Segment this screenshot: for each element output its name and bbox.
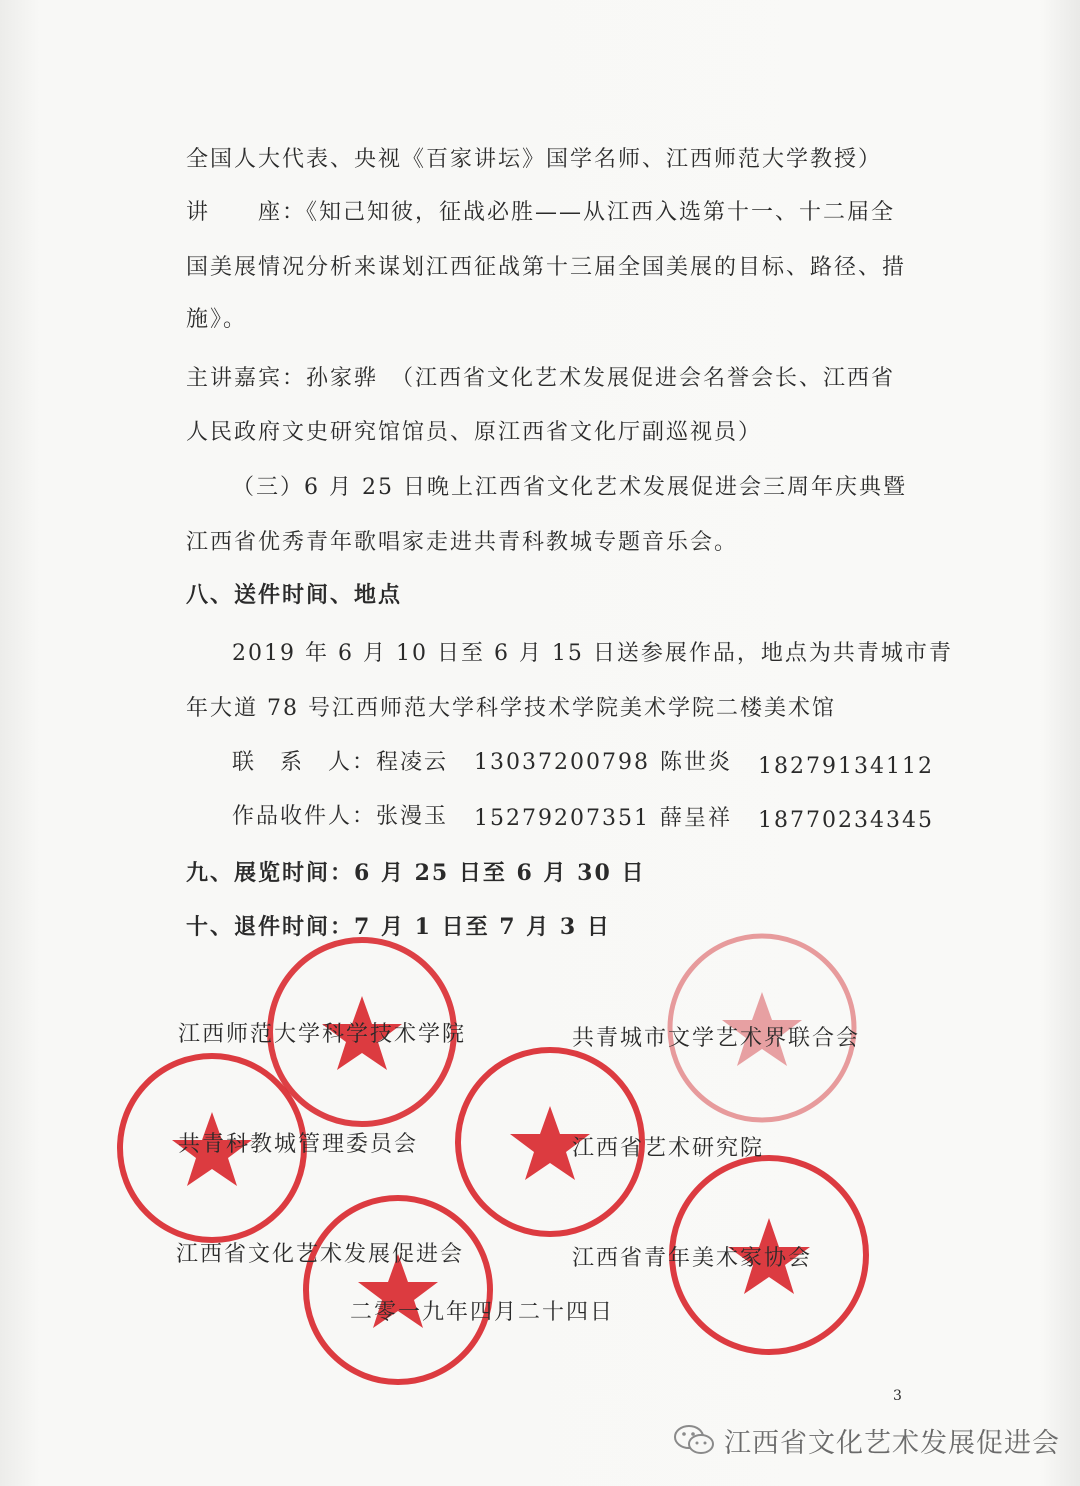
body-line-6: 人民政府文史研究馆馆员、原江西省文化厅副巡视员）: [186, 420, 763, 445]
body-line-7: （三）6 月 25 日晚上江西省文化艺术发展促进会三周年庆典暨: [232, 475, 907, 500]
signature-org-6: 江西省青年美术家协会: [572, 1246, 813, 1271]
body-line-8: 江西省优秀青年歌唱家走进共青科教城专题音乐会。: [186, 530, 739, 555]
wechat-icon: [672, 1423, 716, 1457]
signature-org-5: 江西省文化艺术发展促进会: [176, 1242, 465, 1267]
body-line-3: 国美展情况分析来谋划江西征战第十三届全国美展的目标、路径、措: [186, 255, 907, 280]
body-line-5: 主讲嘉宾：孙家骅 （江西省文化艺术发展促进会名誉会长、江西省: [186, 366, 896, 391]
body-line-1: 全国人大代表、央视《百家讲坛》国学名师、江西师范大学教授）: [186, 147, 883, 172]
contact-name: 陈世炎: [660, 750, 733, 775]
contact-phone: 13037200798: [474, 750, 650, 775]
contact-name: 程凌云: [376, 750, 449, 775]
contact-label: 作品收件人：: [232, 804, 377, 829]
exhibition-time: 九、展览时间：6 月 25 日至 6 月 30 日: [186, 860, 646, 886]
page-number: 3: [893, 1388, 902, 1404]
contact-name: 薛呈祥: [660, 806, 733, 831]
return-time: 十、退件时间：7 月 1 日至 7 月 3 日: [186, 914, 611, 940]
signature-date: 二零一九年四月二十四日: [350, 1300, 615, 1325]
body-line-10: 2019 年 6 月 10 日至 6 月 15 日送参展作品，地点为共青城市青: [232, 641, 953, 666]
section-heading-delivery: 八、送件时间、地点: [186, 582, 403, 608]
signature-org-4: 江西省艺术研究院: [572, 1136, 765, 1161]
contact-phone: 18279134112: [758, 754, 934, 779]
contact-name: 张漫玉: [376, 804, 449, 829]
seal-5: [298, 1190, 498, 1390]
signature-org-2: 共青城市文学艺术界联合会: [572, 1026, 861, 1051]
contact-phone: 15279207351: [474, 806, 650, 831]
signature-org-3: 共青科教城管理委员会: [178, 1132, 419, 1157]
contact-phone: 18770234345: [758, 808, 934, 833]
footer-account-name: 江西省文化艺术发展促进会: [724, 1427, 1060, 1459]
footer-watermark: [672, 1418, 1060, 1462]
body-line-11: 年大道 78 号江西师范大学科学技术学院美术学院二楼美术馆: [186, 696, 836, 721]
body-line-2: 讲 座：《知己知彼，征战必胜——从江西入选第十一、十二届全: [186, 200, 896, 225]
contact-label: 联 系 人：: [232, 750, 377, 775]
signature-org-1: 江西师范大学科学技术学院: [178, 1022, 467, 1047]
body-line-4: 施》。: [186, 307, 248, 332]
